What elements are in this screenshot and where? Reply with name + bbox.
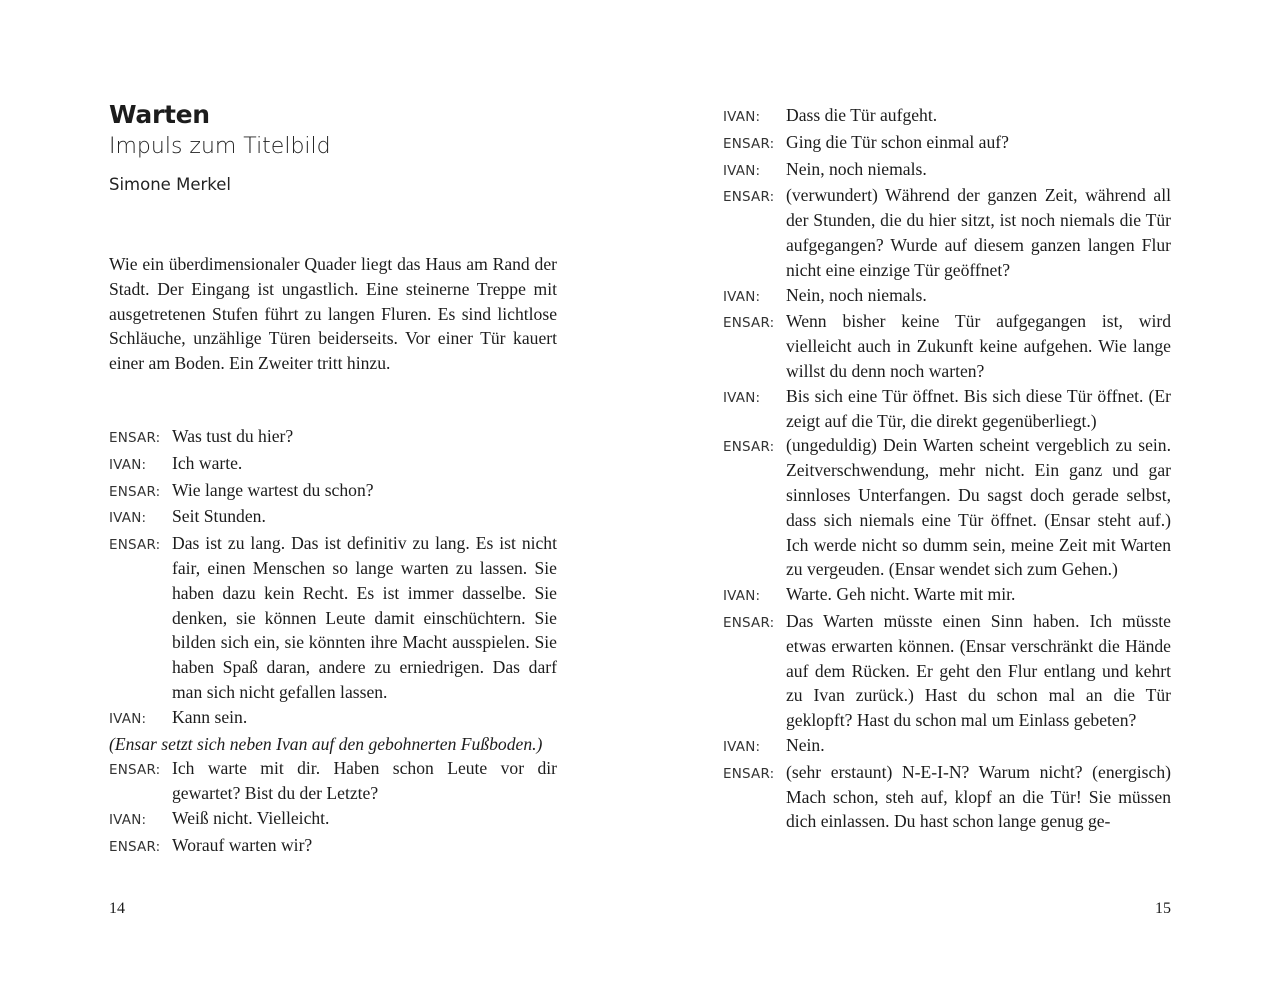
speaker-name: ENSAR: bbox=[723, 189, 775, 206]
speaker-name: ENSAR: bbox=[109, 483, 161, 500]
spoken-text: Seit Stunden. bbox=[172, 506, 266, 527]
speaker-name: IVAN: bbox=[723, 738, 761, 755]
speaker-name: IVAN: bbox=[109, 510, 147, 527]
intro-paragraph: Wie ein überdimensionaler Quader liegt das Haus am Rand der Stadt. Der Eingang ist ungastlich. Eine steinerne Treppe mit ausgetretenen Stufen führt zu langen Fluren. Es sind lichtlose Schläuche, unzählige Türen beiderseits. Vor einer Tür kauert einer am Boden. Ein Zweiter tritt hinzu. bbox=[109, 254, 557, 374]
spoken-text: Das Warten müsste einen Sinn haben. Ich müsste etwas erwarten können. (Ensar verschränkt die Hände auf dem Rücken. Er geht den Flur entlang und kehrt zu Ivan zurück.) Hast du schon mal an die Tür geklopft? Hast du schon mal um Einlass gebeten? bbox=[786, 610, 1171, 731]
speaker-name: IVAN: bbox=[109, 456, 147, 473]
dialogue-line bbox=[109, 756, 557, 806]
speaker-name: IVAN: bbox=[723, 109, 761, 125]
speaker-name: IVAN: bbox=[723, 389, 761, 406]
speaker-name: ENSAR: bbox=[109, 762, 161, 779]
dialogue-line bbox=[109, 705, 557, 732]
speaker-name: ENSAR: bbox=[723, 614, 775, 631]
dialogue-line bbox=[109, 424, 557, 451]
dialogue-line bbox=[723, 103, 1171, 130]
speaker-name: ENSAR: bbox=[723, 135, 775, 152]
spoken-text: Wie lange wartest du schon? bbox=[172, 479, 374, 500]
spoken-text: (verwundert) Während der ganzen Zeit, während all der Stunden, die du hier sitzt, ist noch niemals die Tür aufgegangen? Wurde auf diesem ganzen langen Flur nicht eine einzige Tür geöffnet? bbox=[786, 185, 1171, 280]
spoken-text: Warte. Geh nicht. Warte mit mir. bbox=[786, 584, 1016, 605]
speaker-name: ENSAR: bbox=[109, 838, 161, 855]
spoken-text: Nein, noch niemals. bbox=[786, 284, 927, 305]
spoken-text: (ungeduldig) Dein Warten scheint vergeblich zu sein. Zeitverschwendung, mehr nicht. Ein ganz und gar sinnloses Unterfangen. Du sagst doch gerade selbst, dass sich niemals eine Tür öffnet. (Ensar steht auf.) Ich werde nicht so dumm sein, meine Zeit mit Warten zu vergeuden. (Ensar wendet sich zum Gehen.) bbox=[786, 435, 1171, 580]
dialogue-line bbox=[109, 478, 557, 505]
dialogue-line bbox=[109, 806, 557, 833]
spoken-text: Ging die Tür schon einmal auf? bbox=[786, 131, 1009, 152]
dialogue-line bbox=[109, 504, 557, 531]
dialogue-line bbox=[109, 531, 557, 705]
speaker-name: IVAN: bbox=[109, 811, 147, 828]
page-number-left: 14 bbox=[109, 900, 125, 917]
spoken-text: Weiß nicht. Vielleicht. bbox=[172, 807, 330, 828]
speaker-name: ENSAR: bbox=[109, 430, 161, 446]
speaker-name: ENSAR: bbox=[109, 537, 161, 554]
spoken-text: Worauf warten wir? bbox=[172, 834, 313, 855]
spoken-text: Bis sich eine Tür öffnet. Bis sich diese Tür öffnet. (Er zeigt auf die Tür, die direkt gegenüberliegt.) bbox=[786, 385, 1171, 431]
dialogue-line bbox=[723, 433, 1171, 582]
speaker-name: ENSAR: bbox=[723, 765, 775, 782]
dialogue-line bbox=[723, 309, 1171, 383]
chapter-subtitle: Impuls zum Titelbild bbox=[109, 134, 331, 159]
speaker-name: IVAN: bbox=[723, 162, 761, 179]
spoken-text: Ich warte mit dir. Haben schon Leute vor dir gewartet? Bist du der Letzte? bbox=[172, 758, 557, 804]
speaker-name: ENSAR: bbox=[723, 315, 775, 332]
speaker-name: ENSAR: bbox=[723, 439, 775, 456]
spoken-text: Kann sein. bbox=[172, 706, 248, 727]
spoken-text: Das ist zu lang. Das ist definitiv zu lang. Es ist nicht fair, einen Menschen so lange warten zu lassen. Sie haben dazu kein Recht. Es ist immer dasselbe. Sie denken, sie können Leute damit einschüchtern. Sie bilden sich ein, sie könnten ihre Macht ausspielen. Sie haben Spaß daran, andere zu erniedrigen. Das darf man sich nicht gefallen lassen. bbox=[172, 533, 557, 702]
dialogue-left bbox=[109, 424, 557, 860]
spoken-text: Was tust du hier? bbox=[172, 426, 294, 446]
spoken-text: Nein, noch niemals. bbox=[786, 158, 927, 179]
dialogue-line bbox=[109, 451, 557, 478]
spoken-text: Nein. bbox=[786, 734, 825, 755]
dialogue-line bbox=[723, 130, 1171, 157]
speaker-name: IVAN: bbox=[723, 588, 761, 605]
dialogue-line bbox=[723, 157, 1171, 184]
spoken-text: (sehr erstaunt) N-E-I-N? Warum nicht? (energisch) Mach schon, steh auf, klopf an die Tür! Sie müssen dich einlassen. Du hast schon lange genug ge- bbox=[786, 761, 1171, 832]
dialogue-right bbox=[723, 103, 1171, 834]
author-name: Simone Merkel bbox=[109, 175, 231, 194]
stage-direction: (Ensar setzt sich neben Ivan auf den gebohnerten Fußboden.) bbox=[109, 733, 543, 754]
dialogue-line bbox=[723, 384, 1171, 434]
spoken-text: Ich warte. bbox=[172, 452, 243, 473]
dialogue-line bbox=[109, 833, 557, 860]
page-number-right: 15 bbox=[1155, 900, 1171, 917]
spoken-text: Wenn bisher keine Tür aufgegangen ist, wird vielleicht auch in Zukunft keine aufgehen. Wie lange willst du denn noch warten? bbox=[786, 311, 1171, 381]
speaker-name: IVAN: bbox=[109, 710, 147, 727]
dialogue-line bbox=[723, 760, 1171, 834]
spoken-text: Dass die Tür aufgeht. bbox=[786, 105, 938, 125]
dialogue-line bbox=[723, 183, 1171, 282]
dialogue-line bbox=[723, 733, 1171, 760]
chapter-title: Warten bbox=[109, 100, 210, 129]
dialogue-line bbox=[723, 582, 1171, 609]
dialogue-line bbox=[723, 609, 1171, 733]
dialogue-line bbox=[723, 283, 1171, 310]
speaker-name: IVAN: bbox=[723, 288, 761, 305]
